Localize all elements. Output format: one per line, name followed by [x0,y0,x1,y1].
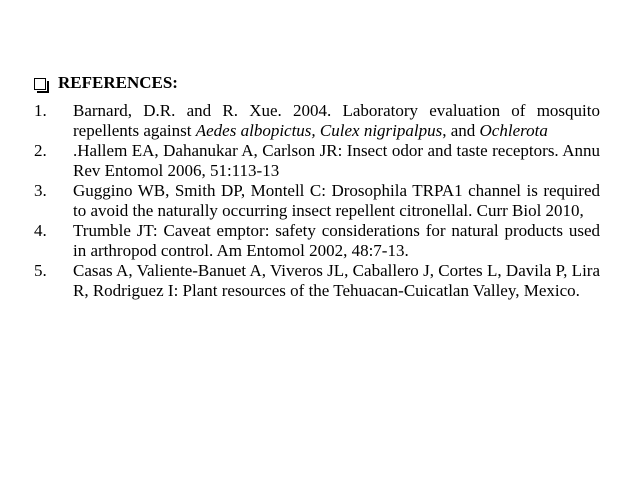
reference-text [73,101,600,141]
reference-number: 4. [34,221,47,240]
reference-list [34,101,600,301]
reference-number: 2. [34,141,47,160]
reference-text-part: , and [442,121,480,140]
reference-text: Trumble JT: Caveat emptor: safety considerations for natural products used in arthropod control. Am Entomol 2002, 48:7-13. [73,221,600,260]
reference-item [34,181,600,221]
genus-name: Ochlerota [479,121,548,140]
reference-item [34,221,600,261]
species-names: Aedes albopictus, Culex nigripalpus [195,121,443,140]
reference-item [34,261,600,301]
checkbox-bullet-icon [34,78,46,90]
reference-text: Casas A, Valiente-Banuet A, Viveros JL, Caballero J, Cortes L, Davila P, Lira R, Rodriguez I: Plant resources of the Tehuacan-Cuicatlan Valley, Mexico. [73,261,600,300]
reference-text: .Hallem EA, Dahanukar A, Carlson JR: Insect odor and taste receptors. Annu Rev Entomol 2006, 51:113-13 [73,141,600,180]
reference-number: 3. [34,181,47,200]
reference-text: Guggino WB, Smith DP, Montell C: Drosophila TRPA1 channel is required to avoid the naturally occurring insect repellent citronellal. Curr Biol 2010, [73,181,600,220]
references-heading [34,73,178,93]
reference-number: 1. [34,101,47,120]
reference-item [34,141,600,181]
reference-number: 5. [34,261,47,280]
reference-text-part: Barnard, D.R. and R. Xue. 2004. Laboratory evaluation of mosquito repellents against [73,101,600,140]
reference-item [34,101,600,141]
heading-text: REFERENCES: [58,73,178,92]
